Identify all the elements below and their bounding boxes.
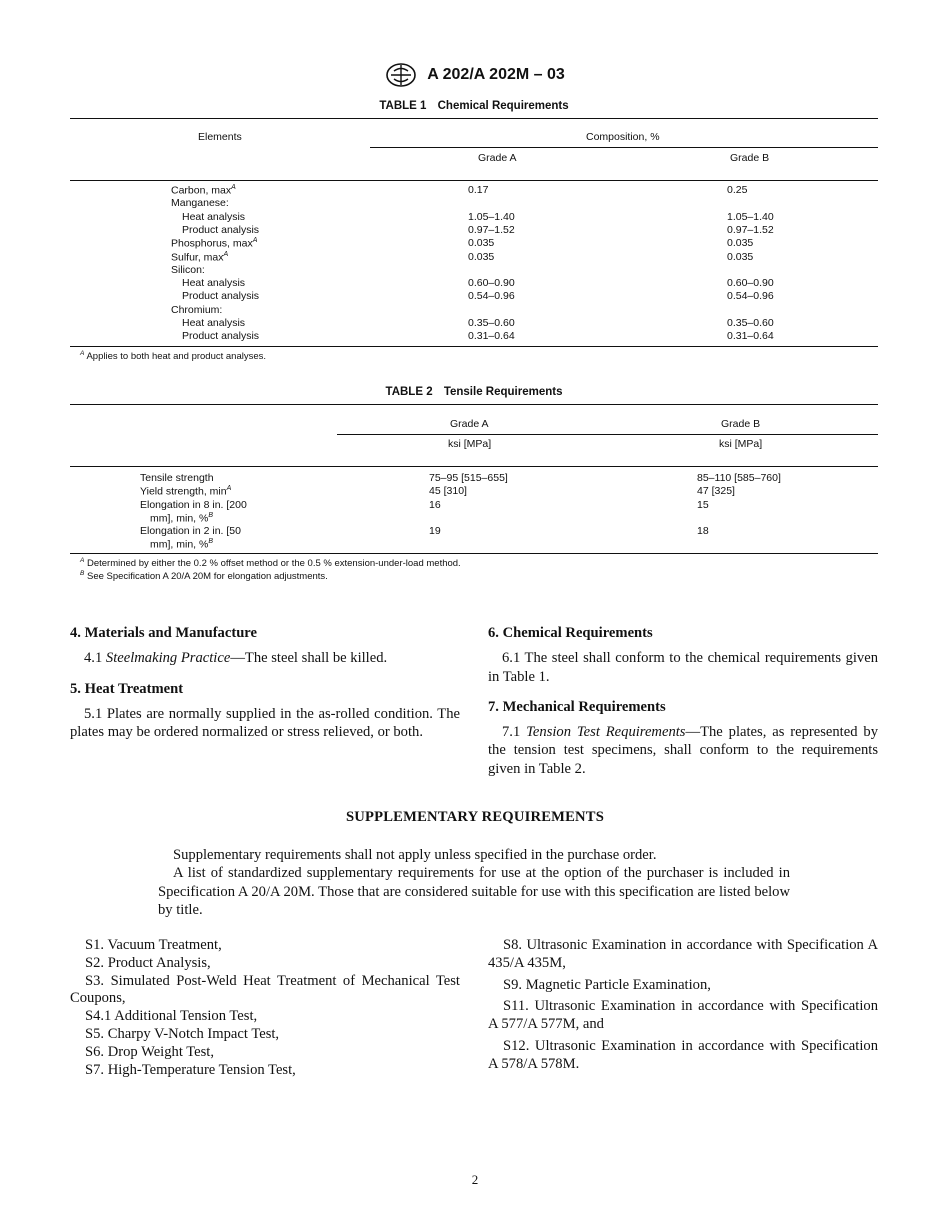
table2-row-grade-b: 85–110 [585–760]	[697, 472, 781, 484]
table2-row-grade-a: 45 [310]	[429, 485, 467, 497]
footnote-mark: A	[80, 557, 85, 564]
row-label: Silicon:	[171, 263, 205, 276]
supplementary-item: S7. High-Temperature Tension Test,	[85, 1061, 296, 1078]
section-5-heading: 5. Heat Treatment	[70, 680, 184, 697]
row-label: Product analysis	[182, 330, 260, 343]
row-label: Product analysis	[182, 223, 260, 236]
table-tensile-requirements	[70, 386, 878, 586]
table2-title	[70, 386, 878, 398]
row-footnote-mark: B	[208, 538, 214, 545]
section-7-1	[488, 723, 878, 778]
row-label: Yield strength, min	[140, 485, 227, 498]
table2-row-grade-a: 19	[429, 525, 441, 537]
supplementary-item: S3. Simulated Post-Weld Heat Treatment of Mechanical Test Coupons,	[70, 972, 460, 1007]
table1-row-name	[171, 304, 222, 316]
row-label-continued: mm], min, %	[150, 538, 209, 551]
table1-row-grade-a: 0.54–0.96	[468, 290, 515, 303]
table2-header-rule	[70, 466, 878, 467]
table1-row-grade-b: 0.97–1.52	[727, 223, 774, 236]
table2-row-name-continued	[150, 512, 213, 525]
row-label: Product analysis	[182, 290, 260, 303]
supplementary-title: SUPPLEMENTARY REQUIREMENTS	[345, 809, 605, 825]
table1-row-grade-a: 1.05–1.40	[468, 210, 515, 223]
row-label: Manganese:	[171, 197, 229, 210]
table1-grade-b: Grade B	[730, 152, 770, 164]
footnote-mark: B	[80, 570, 85, 577]
table-chemical-requirements	[70, 100, 878, 365]
row-footnote-mark: A	[231, 184, 236, 191]
section-7-heading: 7. Mechanical Requirements	[488, 698, 666, 715]
table1-row-grade-a: 0.035	[468, 237, 495, 250]
section-7-1-text: —The plates, as represented by the tension test specimens, shall conform to the requirements given in Table 2.	[488, 724, 878, 777]
table1-bottom-rule	[70, 346, 878, 347]
section-4-1-text: —The steel shall be killed.	[230, 650, 388, 667]
table1-row-name	[182, 330, 259, 342]
section-4-1-number: 4.1	[84, 650, 103, 667]
supplementary-item: S6. Drop Weight Test,	[85, 1043, 215, 1060]
supplementary-intro	[158, 846, 790, 919]
table1-sub-rule	[370, 147, 878, 148]
table2-grade-b: Grade B	[721, 418, 761, 430]
row-label: Sulfur, max	[171, 251, 224, 263]
row-label: Carbon, max	[171, 184, 232, 197]
supplementary-item: S9. Magnetic Particle Examination,	[503, 976, 711, 993]
table1-row-grade-a: 0.97–1.52	[468, 223, 515, 236]
table2-row-grade-b: 15	[697, 499, 709, 511]
row-label-continued: mm], min, %	[150, 512, 209, 525]
table1-col-composition: Composition, %	[586, 131, 660, 143]
table1-row-grade-a: 0.035	[468, 250, 495, 263]
supplementary-item: S11. Ultrasonic Examination in accordance with Specification A 577/A 577M, and	[488, 998, 878, 1033]
table1-col-elements: Elements	[198, 131, 242, 143]
table1-row-name	[171, 237, 257, 250]
row-label: Heat analysis	[182, 210, 246, 223]
supplementary-item: S5. Charpy V-Notch Impact Test,	[85, 1025, 280, 1042]
table1-row-grade-a: 0.17	[468, 184, 489, 196]
supplementary-list-right	[488, 937, 878, 1078]
supplementary-item: S2. Product Analysis,	[85, 954, 211, 971]
right-column-sections	[488, 624, 878, 790]
supplementary-list-left	[70, 937, 460, 1079]
table2-row-name	[140, 485, 231, 498]
row-label: Phosphorus, max	[171, 237, 253, 250]
table2-row-name: Tensile strength	[140, 472, 214, 484]
table1-title	[70, 100, 878, 112]
supplementary-item: S1. Vacuum Treatment,	[85, 937, 222, 953]
document-designation: A 202/A 202M – 03	[427, 66, 565, 83]
table1-row-grade-a: 0.60–0.90	[468, 277, 515, 290]
footnote-text: See Specification A 20/A 20M for elongation adjustments.	[86, 571, 328, 583]
supplementary-intro-2: A list of standardized supplementary requirements for use at the option of the purchaser is included in Specification A 20/A 20M. Those that are considered suitable for use with this specification are listed below by title.	[158, 865, 790, 918]
row-footnote-mark: B	[208, 512, 214, 519]
section-6-heading: 6. Chemical Requirements	[488, 625, 653, 641]
table2-footnote	[80, 557, 461, 569]
table2-unit-b: ksi [MPa]	[719, 438, 763, 450]
table1-row-grade-b: 0.035	[727, 237, 754, 250]
section-4-1-title: Steelmaking Practice	[105, 650, 231, 667]
table1-row-name	[182, 317, 245, 329]
table2-row-grade-b: 18	[697, 525, 709, 537]
table2-row-name-continued	[150, 538, 213, 551]
row-label: Heat analysis	[182, 317, 246, 329]
supplementary-item: S8. Ultrasonic Examination in accordance with Specification A 435/A 435M,	[488, 937, 878, 971]
section-6-1: 6.1 The steel shall conform to the chemical requirements given in Table 1.	[488, 650, 878, 685]
section-4-heading: 4. Materials and Manufacture	[70, 625, 257, 641]
table1-row-name	[182, 211, 245, 223]
footnote-text: Determined by either the 0.2 % offset method or the 0.5 % extension-under-load method.	[86, 558, 461, 570]
section-5-1: 5.1 Plates are normally supplied in the as-rolled condition. The plates may be ordered normalized or stress relieved, or both.	[70, 705, 460, 741]
table1-row-grade-b: 0.35–0.60	[727, 317, 774, 329]
table1-footnote	[80, 350, 266, 362]
supplementary-intro-1: Supplementary requirements shall not apply unless specified in the purchase order.	[173, 847, 657, 863]
table1-grade-a: Grade A	[478, 152, 517, 164]
left-column-sections	[70, 624, 460, 753]
table2-top-rule	[70, 404, 878, 405]
table2-label: TABLE 2	[385, 386, 433, 398]
row-footnote-mark: A	[223, 250, 229, 258]
row-label: Chromium:	[171, 303, 223, 316]
section-4-1	[70, 649, 460, 667]
table2-grade-a: Grade A	[450, 418, 489, 430]
table1-row-grade-b: 0.25	[727, 184, 748, 196]
page-number: 2	[471, 1172, 479, 1187]
table1-row-grade-a: 0.31–0.64	[468, 330, 515, 343]
table2-row-grade-a: 16	[429, 499, 441, 511]
table1-row-name	[171, 184, 236, 197]
document-header	[0, 62, 950, 88]
table1-label: TABLE 1	[379, 100, 427, 112]
table1-row-name	[171, 251, 228, 264]
table1-row-name	[182, 277, 245, 289]
row-footnote-mark: A	[252, 237, 258, 245]
section-7-1-number: 7.1	[502, 724, 521, 741]
table1-header-rule	[70, 180, 878, 181]
table2-row-name: Elongation in 2 in. [50	[140, 525, 241, 537]
table1-row-grade-b: 0.54–0.96	[727, 290, 774, 303]
table1-row-name	[182, 290, 259, 302]
table2-bottom-rule	[70, 553, 878, 554]
footnote-text: Applies to both heat and product analyses.	[86, 351, 267, 363]
section-7-1-title: Tension Test Requirements	[526, 724, 686, 741]
table1-row-grade-b: 0.60–0.90	[727, 277, 774, 290]
row-label: Heat analysis	[182, 277, 246, 290]
table1-row-grade-b: 1.05–1.40	[727, 210, 774, 223]
table2-row-name: Elongation in 8 in. [200	[140, 499, 247, 511]
table2-title-text: Tensile Requirements	[443, 386, 563, 398]
footnote-mark: A	[80, 350, 85, 357]
supplementary-item: S4.1 Additional Tension Test,	[85, 1008, 258, 1025]
table1-row-name	[171, 197, 229, 209]
supplementary-item: S12. Ultrasonic Examination in accordance with Specification A 578/A 578M.	[488, 1037, 878, 1072]
table2-footnote	[80, 570, 328, 582]
table2-row-grade-b: 47 [325]	[697, 485, 735, 497]
table1-row-grade-b: 0.035	[727, 250, 754, 263]
table2-unit-a: ksi [MPa]	[448, 438, 492, 450]
astm-logo-icon	[385, 62, 417, 88]
table1-title-text: Chemical Requirements	[437, 100, 569, 112]
table1-row-name	[182, 224, 259, 236]
table1-row-name	[171, 264, 205, 276]
table1-row-grade-a: 0.35–0.60	[468, 317, 515, 329]
table1-row-grade-b: 0.31–0.64	[727, 330, 774, 343]
table1-top-rule	[70, 118, 878, 119]
row-footnote-mark: A	[226, 485, 232, 492]
table2-sub-rule	[337, 434, 878, 435]
table2-row-grade-a: 75–95 [515–655]	[429, 472, 508, 484]
